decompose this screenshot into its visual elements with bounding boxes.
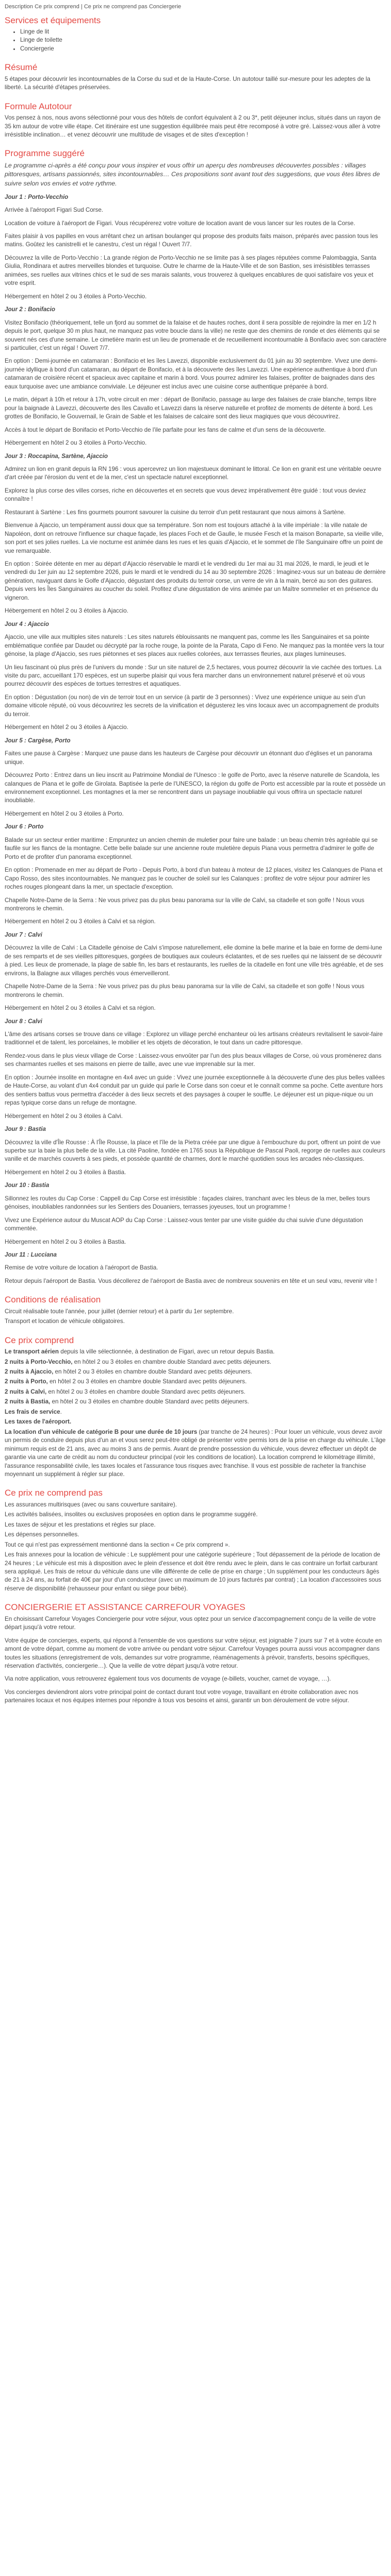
comprend-line-bold: 2 nuits à Bastia, — [5, 1398, 51, 1405]
ne-comprend-paragraph: Les taxes de séjour et les prestations et règles sur place. — [5, 1521, 156, 1528]
day-paragraph: Le matin, départ à 10h et retour à 17h, votre circuit en mer : départ de Bonifacio, passage au large des falaises de craie blanche, temps libre pour la baignade à Lavezzi, découverte des îles Cavallo et Lavezzi dans la réserve naturelle et profitez de moments de détente à bord. Les grottes de Bonifacio, le Gouvernail, le Grain de Sable et les falaises de calcaire sont des lieux magiques que vous découvrirez. — [5, 396, 377, 420]
day-paragraph: En option : Dégustation (ou non) de vin de terroir tout en un service (à partir de 3 personnes) : Vivez une expérience unique au sein d'un domaine viticole réputé, où vous découvrirez les secrets de la vinification et dégusterez les vins locaux avec un accompagnement de produits du terroir. — [5, 693, 379, 718]
formule-title: Formule Autotour — [5, 101, 72, 111]
day-paragraph: Chapelle Notre-Dame de la Serra : Ne vous privez pas du plus beau panorama sur la ville de Calvi, sa citadelle et son golfe ! Nous vous montrerons le chemin. — [5, 983, 365, 998]
day-paragraph: Hébergement en hôtel 2 ou 3 étoiles à Calvi et sa région. — [5, 1005, 156, 1012]
comprend-line-text: en hôtel 2 ou 3 étoiles en chambre double Standard avec petits déjeuners. — [47, 1378, 247, 1385]
comprend-line-text: en hôtel 2 ou 3 étoiles en chambre double Standard avec petits déjeuners. — [72, 1358, 271, 1365]
programme-lead: Le programme ci-après a été conçu pour vous inspirer et vous offrir un aperçu des nombreuses découvertes possibles : villages pittoresques, artisans passionnés, sites incontournables… Ces propositions sont avant tout des suggestions, que vous êtes libres de suivre selon vos envies et votre rythme. — [5, 161, 380, 188]
day-paragraph: Découvrez la ville de Porto-Vecchio : La grande région de Porto-Vecchio ne se limite pas à ses plages réputées comme Palombaggia, Santa Giulia, Rondinara et autres merveilles blondes et turquoise. Outre le charme de la Haute-Ville et de son Bastion, ses irrésistibles terrasses animées, ses ruelles aux vitrines chics et le sud de ses marais salants, vous trouverez à quelques encablures de quoi satisfaire vos yeux et votre esprit. — [5, 254, 377, 287]
day-paragraph: Accès à tout le départ de Bonifacio et Porto-Vecchio de l'ile parfaite pour les fans de calme et d'un sens de la découverte. — [5, 426, 326, 433]
day-title: Jour 3 : Roccapina, Sartène, Ajaccio — [5, 452, 108, 460]
day-title: Jour 6 : Porto — [5, 823, 44, 831]
resume-text: 5 étapes pour découvrir les incontournables de la Corse du sud et de la Haute-Corse. Un autotour taillé sur-mesure pour les adeptes de la liberté. La sécurité d'étapes préservées. — [5, 75, 370, 91]
comprend-line-text: en hôtel 2 ou 3 étoiles en chambre double Standard avec petits déjeuners. — [53, 1368, 252, 1375]
day-title: Jour 4 : Ajaccio — [5, 620, 49, 628]
day-paragraph: Hébergement en hôtel 2 ou 3 étoiles à Ajaccio. — [5, 724, 128, 731]
page-description: Description Ce prix comprend | Ce prix ne comprend pas Conciergerie — [5, 4, 182, 10]
conciergerie-body — [5, 1615, 387, 1705]
day-paragraph: Explorez la plus corse des villes corses, riche en découvertes et en secrets que vous devez impérativement être guidé : tout vous deviez connaître ! — [5, 487, 366, 503]
comprend-line-text: (par tranche de 24 heures) : Pour louer un véhicule, vous devez avoir un permis de conduire depuis plus d'un an et vous serez peut-être obligé de présenter votre permis lors de la prise en charge du véhicule. L'âge minimum requis est de 21 ans, avec au moins 3 ans de permis. Avant de prendre possession du véhicule, vous devrez effectuer un dépôt de garantie via une carte de crédit au nom du conducteur principal (voir les conditions de location). La location comprend le kilométrage illimité, l'assurance responsabilité civile, les taxes locales et l'assurance tous risques avec franchise. Il vous est possible de racheter la franchise moyennant un supplément à régler sur place. — [5, 1428, 386, 1478]
day-paragraph: Admirez un lion en granit depuis la RN 196 : vous apercevrez un lion majestueux dominant le littoral. Ce lion en granit est une véritable oeuvre d'art créée par l'érosion du vent et de la mer, c'est un spectacle naturel exceptionnel. — [5, 465, 382, 481]
conditions-paragraph: Transport et location de véhicule obligatoires. — [5, 1318, 125, 1325]
comprend-line-text: depuis la ville sélectionnée, à destination de Figari, avec un retour depuis Bastia. — [59, 1348, 275, 1355]
comprend-line — [5, 1348, 387, 1356]
prix-ne-comprend-body — [5, 1501, 387, 1594]
conciergerie-paragraph: Via notre application, vous retrouverez également tous vos documents de voyage (e-billets, voucher, carnet de voyage, …). — [5, 1675, 331, 1683]
day-paragraph: Arrivée à l'aéroport Figari Sud Corse. — [5, 207, 104, 214]
comprend-line — [5, 1378, 387, 1386]
day-paragraph: Un lieu fascinant où plus près de l'univers du monde : Sur un site naturel de 2,5 hectares, vous pourrez découvrir la vie cachée des tortues. La visite du parc, accueillant 170 espèces, est un superbe plaisir qui vous fera marcher dans un environnement naturel préservé et où vous pourrez découvrir des espèces de tortues terrestres et aquatiques. — [5, 664, 382, 688]
day-paragraph: Rendez-vous dans le plus vieux village de Corse : Laissez-vous envoûter par l'un des plus beaux villages de Corse, où vous promènerez dans ses charmantes ruelles et ses maisons en pierre de taille, avec une vue imprenable sur la mer. — [5, 1052, 382, 1068]
day-paragraph: En option : Demi-journée en catamaran : Bonifacio et les îles Lavezzi, disponible exclusivement du 01 juin au 30 septembre. Vivez une demi-journée idyllique à bord d'un catamaran, au départ de Bonifacio, et à la découverte des îles Lavezzi. Une expérience authentique à bord d'un catamaran de croisière récent et spacieux avec capitaine et marin à bord. Vous pourrez admirer les falaises, profiter de baignades dans des eaux turquoise avec une ambiance conviviale. Le déjeuner est inclus avec une cuisine corse authentique préparée à bord. — [5, 358, 378, 390]
day-paragraph: Hébergement en hôtel 2 ou 3 étoiles à Porto-Vecchio. — [5, 439, 147, 447]
comprend-line-bold: 2 nuits à Porto-Vecchio, — [5, 1358, 73, 1365]
day-title: Jour 8 : Calvi — [5, 1018, 42, 1025]
day-paragraph: Remise de votre voiture de location à l'aéroport de Bastia. — [5, 1264, 158, 1272]
comprend-line — [5, 1368, 387, 1376]
comprend-line-bold: La location d'un véhicule de catégorie B pour une durée de 10 jours — [5, 1428, 198, 1435]
prix-comprend-body — [5, 1348, 387, 1479]
prix-ne-comprend-title: Ce prix ne comprend pas — [5, 1488, 103, 1498]
day-paragraph: Découvrez la ville d'Île Rousse : À l'Île Rousse, la place et l'île de la Pietra créée par une digue à l'embouchure du port, offrent un point de vue superbe sur la baie la plus belle de la ville. La cité Paoline, fondée en 1765 sous la République de Pascal Paoli, regorge de ruelles aux couleurs vanille et de marchés couverts à ses pieds, et possède quantité de charmes, dont le marché quotidien sous les arcades néo-classiques. — [5, 1139, 385, 1163]
day-paragraph: En option : Journée insolite en montagne en 4x4 avec un guide : Vivez une journée exceptionnelle à la découverte d'une des plus belles vallées de Haute-Corse, au volant d'un 4x4 conduit par un guide qui parle le Corse dans son coeur et le connaît comme sa poche. Cette aventure hors des sentiers battus vous permettra d'accéder à des lieux secrets et des paysages à couper le souffle. Le déjeuner est un pique-nique ou un repas typique corse dans un refuge de montagne. — [5, 1074, 385, 1107]
day-paragraph: Sillonnez les routes du Cap Corse : Cappell du Cap Corse est irrésistible : façades claires, tranchant avec les bleus de la mer, belles tours génoises, inoubliables randonnées sur les Sentiers des Douaniers, terrasses joyeuses, tout un programme ! — [5, 1195, 370, 1211]
comprend-line — [5, 1428, 387, 1479]
day-paragraph: Bienvenue à Ajaccio, un tempérament aussi doux que sa température. Son nom est toujours attaché à la ville impériale : la ville natale de Napoléon, dont on retrouve l'influence sur chaque façade, les places Foch et de Gaulle, le musée Fesch et la maison Bonaparte, sa vieille ville, son port et ses jolies ruelles. La vie nocturne est animée dans les rues et les quais d'Ajaccio, et le sommet de l'île Sanguinaire offre un point de vue remarquable. — [5, 522, 384, 554]
services-list — [5, 28, 387, 53]
programme-days — [5, 193, 387, 1286]
conciergerie-paragraph: Votre équipe de concierges, experts, qui répond à l'ensemble de vos questions sur votre séjour, est joignable 7 jours sur 7 et à votre écoute en amont de votre départ, comme au moment de votre arrivée ou pendant votre séjour. Carrefour Voyages pourra aussi vous accompagner dans toutes les situations (enregistrement de vols, demandes sur votre programme, réaménagements à prévoir, transferts, besoins spécifiques, réservation d'activités, conciergerie…). Que la veille de votre départ jusqu'à votre retour. — [5, 1637, 382, 1669]
service-item: • Linge de lit — [20, 28, 387, 36]
formule-text: Vos pensez à nos, nous avons sélectionné pour vous des hôtels de confort équivalent à 2 ou 3*, petit déjeuner inclus, situés dans un rayon de 35 km autour de votre ville étape. Cet itinéraire est une suggestion équilibrée mais peut être recomposé à votre gré. Laissez-vous aller à votre irrésistible inclination… et venez découvrir une multitude de visages et de sites d'exception ! — [5, 114, 381, 138]
resume-title: Résumé — [5, 62, 38, 73]
comprend-line-bold: Les taxes de l'aéroport. — [5, 1418, 72, 1426]
comprend-line — [5, 1418, 387, 1426]
day-paragraph: En option : Soirée détente en mer au départ d'Ajaccio réservable le mardi et le vendredi du 1er mai au 31 mai 2026, le mardi, le jeudi et le vendredi du 1er juin au 12 septembre 2026, puis le mardi et le vendredi du 14 au 30 septembre 2026 : Imaginez-vous sur un bateau de dernière génération, naviguant dans le Golfe d'Ajaccio, dégustant des produits du terroir corse, un verre de vin à la main, bercé au son des guitares. Depuis vers les Îles Sanguinaires au coucher du soleil. Profitez d'une dégustation de vins animée par un Maître sommelier et en présence du vigneron. — [5, 561, 386, 601]
day-title: Jour 1 : Porto-Vecchio — [5, 193, 69, 200]
day-paragraph: Hébergement en hôtel 2 ou 3 étoiles à Porto. — [5, 810, 124, 817]
day-title: Jour 2 : Bonifacio — [5, 306, 55, 313]
services-title: Services et équipements — [5, 15, 101, 25]
day-paragraph: Hébergement en hôtel 2 ou 3 étoiles à Porto-Vecchio. — [5, 293, 147, 300]
day-paragraph: Faites une pause à Cargèse : Marquez une pause dans les hauteurs de Cargèse pour découvrir un étonnant duo d'églises et un panorama unique. — [5, 750, 372, 766]
service-item: • Linge de toilette — [20, 36, 387, 44]
day-paragraph: Découvrez Porto : Entrez dans un lieu inscrit au Patrimoine Mondial de l'Unesco : le golfe de Porto, avec la réserve naturelle de Scandola, les calanques de Piana et le golfe de Girolata. Baptisée la perle de l'UNESCO, la région du golfe de Porto est accessible par la route et possède un environnement exceptionnel. Les montagnes et la mer se rencontrent dans un paysage inoubliable qui vous offrira un spectacle naturel inoubliable. — [5, 772, 386, 804]
day-paragraph: Faites plaisir à vos papilles en vous arrêtant chez un artisan boulanger qui propose des produits faits maison, préparés avec passion tous les matins. Goûtez les canistrelli et le canestru, c'est un régal ! Ouvert 7/7. — [5, 232, 378, 248]
comprend-line-bold: 2 nuits à Ajaccio, — [5, 1368, 54, 1375]
day-title: Jour 11 : Lucciana — [5, 1251, 57, 1259]
comprend-line-bold: Le transport aérien — [5, 1348, 59, 1355]
day-paragraph: Hébergement en hôtel 2 ou 3 étoiles à Bastia. — [5, 1238, 126, 1245]
ne-comprend-paragraph: Tout ce qui n'est pas expressément mentionné dans la section « Ce prix comprend ». — [5, 1541, 230, 1548]
day-title: Jour 10 : Bastia — [5, 1182, 50, 1189]
day-paragraph: Hébergement en hôtel 2 ou 3 étoiles à Bastia. — [5, 1168, 126, 1176]
ne-comprend-paragraph: Les assurances multirisques (avec ou sans couverture sanitaire). — [5, 1501, 177, 1508]
ne-comprend-paragraph: Les dépenses personnelles. — [5, 1531, 79, 1538]
conditions-title: Conditions de réalisation — [5, 1295, 101, 1305]
day-paragraph: Hébergement en hôtel 2 ou 3 étoiles à Calvi et sa région. — [5, 918, 156, 925]
ne-comprend-paragraph: Les activités balisées, insolites ou exclusives proposées en option dans le programme suggéré. — [5, 1511, 258, 1518]
comprend-line-text: en hôtel 2 ou 3 étoiles en chambre double Standard avec petits déjeuners. — [50, 1398, 249, 1405]
day-paragraph: Ajaccio, une ville aux multiples sites naturels : Les sites naturels éblouissants ne manquent pas, comme les îles Sanguinaires et sa pointe emblématique confiée par Daudet ou décrypté par la roche rouge, la pointe de la Parata, Capo di Feno. Ne manquez pas la montée vers la tour génoise, la plage d'Ajaccio, ses rues piétonnes et ses places aux ruelles colorées, aux terrasses fleuries, aux plages lumineuses. — [5, 634, 384, 658]
day-paragraph: Hébergement en hôtel 2 ou 3 étoiles à Calvi. — [5, 1112, 123, 1120]
conditions-body — [5, 1308, 387, 1326]
conciergerie-title: CONCIERGERIE ET ASSISTANCE CARREFOUR VOYAGES — [5, 1602, 246, 1613]
day-paragraph: En option : Promenade en mer au départ de Porto - Depuis Porto, à bord d'un bateau à moteur de 12 places, visitez les Calanques de Piana et Capo Rosso, des sites incontournables. Ne manquez pas le coucher de soleil sur les Calanques : profitez de votre séjour pour admirer les roches rouges plongeant dans la mer, un spectacle d'exception. — [5, 867, 383, 891]
service-item: • Conciergerie — [20, 45, 387, 53]
day-paragraph: Vivez une Expérience autour du Muscat AOP du Cap Corse : Laissez-vous tenter par une visite guidée du chai suivie d'une dégustation commentée. — [5, 1216, 363, 1232]
comprend-line-bold: 2 nuits à Porto, — [5, 1378, 48, 1385]
conciergerie-paragraph: En choisissant Carrefour Voyages Conciergerie pour votre séjour, vous optez pour un service d'accompagnement conçu de la veille de votre départ jusqu'à votre retour. — [5, 1615, 376, 1631]
day-title: Jour 7 : Calvi — [5, 931, 42, 938]
day-paragraph: Hébergement en hôtel 2 ou 3 étoiles à Ajaccio. — [5, 607, 128, 615]
ne-comprend-paragraph: Les frais annexes pour la location de véhicule : Le supplément pour une catégorie supérieure ; Tout dépassement de la période de location de 24 heures ; Le véhicule est mis à disposition avec le plein d'essence et doit être rendu avec le plein, dans le cas contraire un forfait carburant sera appliqué. Les frais de retour du véhicule dans une ville différente de celle de prise en charge ; Un supplément pour les conducteurs âgés de 21 à 24 ans, au forfait de 40€ par jour d'un conducteur (avec un maximum de 10 jours facturés par contrat) ; La location d'accessoires sous réserve de disponibilité (rehausseur pour enfant ou siège pour bébé). — [5, 1551, 382, 1592]
day-paragraph: Retour depuis l'aéroport de Bastia. Vous décollerez de l'aéroport de Bastia avec de nombreux souvenirs en tête et un seul vœu, revenir vite ! — [5, 1277, 377, 1284]
prix-comprend-title: Ce prix comprend — [5, 1335, 74, 1345]
comprend-line — [5, 1388, 387, 1396]
conditions-paragraph: Circuit réalisable toute l'année, pour juillet (dernier retour) et à partir du 1er septembre. — [5, 1308, 234, 1315]
day-paragraph: L'âme des artisans corses se trouve dans ce village : Explorez un village perché enchanteur où les artisans créateurs revitalisent le savoir-faire traditionnel et de talent, les porcelaines, le mobilier et les objets de décoration, le tout dans un cadre pittoresque. — [5, 1030, 383, 1046]
comprend-line — [5, 1358, 387, 1366]
day-title: Jour 9 : Bastia — [5, 1126, 46, 1133]
comprend-line-text: en hôtel 2 ou 3 étoiles en chambre double Standard avec petits déjeuners. — [46, 1388, 246, 1395]
day-paragraph: Restaurant à Sartène : Les fins gourmets pourront savourer la cuisine du terroir d'un petit restaurant que nous aimons à Sartène. — [5, 509, 346, 516]
day-paragraph: Chapelle Notre-Dame de la Serra : Ne vous privez pas du plus beau panorama sur la ville de Calvi, sa citadelle et son golfe ! Nous vous montrerons le chemin. — [5, 896, 365, 912]
conciergerie-paragraph: Vos concierges deviendront alors votre principal point de contact durant tout votre voyage, travaillant en étroite collaboration avec nos partenaires locaux et nos équipes internes pour répondre à tous vos besoins et ainsi, garantir un bon déroulement de votre séjour. — [5, 1688, 359, 1704]
comprend-line-bold: Les frais de service — [5, 1408, 60, 1415]
comprend-line-bold: 2 nuits à Calvi, — [5, 1388, 47, 1395]
comprend-line — [5, 1408, 387, 1416]
programme-title: Programme suggéré — [5, 148, 85, 159]
day-paragraph: Balade sur un secteur entier maritime : Empruntez un ancien chemin de muletier pour faire une balade : un beau chemin très agréable qui se faufile sur les flancs de la montagne. Cette belle balade sur une ancienne route muletière depuis Piana vous permettra d'admirer le golfe de Porto et de profiter d'un panorama exceptionnel. — [5, 836, 378, 860]
day-paragraph: Découvrez la ville de Calvi : La Citadelle génoise de Calvi s'impose naturellement, elle domine la belle marine et la baie en forme de demi-lune de ses remparts et de ses vieilles pittoresques, gorgées de boutiques aux couleurs éclatantes, et de ses ruelles qui ne laissent de se découvrir à pied. Les lieux de promenade, la plage de sable fin, les bars et restaurants, les ruelles de la citadelle en font une ville très agréable, et de ses environs, la Balagne aux villages perchés vous émerveilleront. — [5, 944, 384, 977]
day-paragraph: Visitez Bonifacio (théoriquement, telle un fjord au sommet de la falaise et de hautes roches, dont il sera possible de rejoindre la mer en 1/2 h depuis le port, quelque 30 m plus haut, ne manquez pas votre boucle dans la ville) ne reste que des chemins de ronde et des éléments qui se souvent nés ces d'une semaine. Le cimetière marin est un lieu de promenade et de recueillement incontournable à Bonifacio avec son caractère si particulier, c'est un régal ! Ouvert 7/7. — [5, 319, 387, 351]
day-paragraph: Location de voiture à l'aéroport de Figari. Vous récupérerez votre voiture de location avant de vous lancer sur les routes de la Corse. — [5, 219, 355, 227]
comprend-line — [5, 1398, 387, 1406]
comprend-line-text: . — [60, 1408, 62, 1415]
day-title: Jour 5 : Cargèse, Porto — [5, 737, 71, 744]
